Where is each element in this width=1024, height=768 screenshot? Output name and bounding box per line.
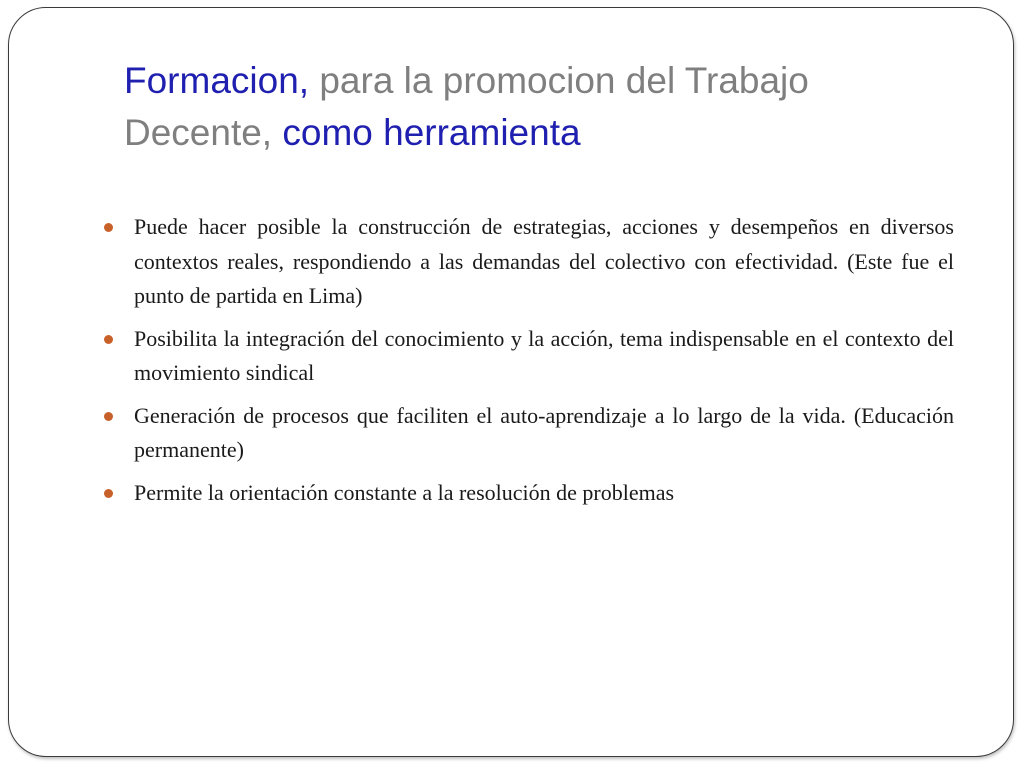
bullet-dot-icon [104,223,113,232]
title-part-formacion: Formacion, [124,60,310,101]
bullet-item [103,210,954,314]
bullet-text: Puede hacer posible la construcción de estrategias, acciones y desempeños en diversos contextos reales, respondiendo a las demandas del colectivo con efectividad. (Este fue el punto de partida en Lima) [134,214,954,308]
bullet-item [103,476,954,511]
slide-title [124,55,964,159]
title-part-middle: para la promocion del Trabajo Decente, [124,60,809,153]
bullet-text: Generación de procesos que faciliten el auto-aprendizaje a lo largo de la vida. (Educación permanente) [134,402,954,462]
bullet-item [103,322,954,391]
bullet-dot-icon [104,335,113,344]
bullet-item [103,399,954,468]
title-part-herramienta: como herramienta [282,112,581,153]
bullet-dot-icon [104,489,113,498]
bullet-dot-icon [104,412,113,421]
bullet-text: Posibilita la integración del conocimiento y la acción, tema indispensable en el contexto del movimiento sindical [134,325,954,385]
bullet-text: Permite la orientación constante a la resolución de problemas [134,479,675,505]
bullet-list [103,210,954,518]
